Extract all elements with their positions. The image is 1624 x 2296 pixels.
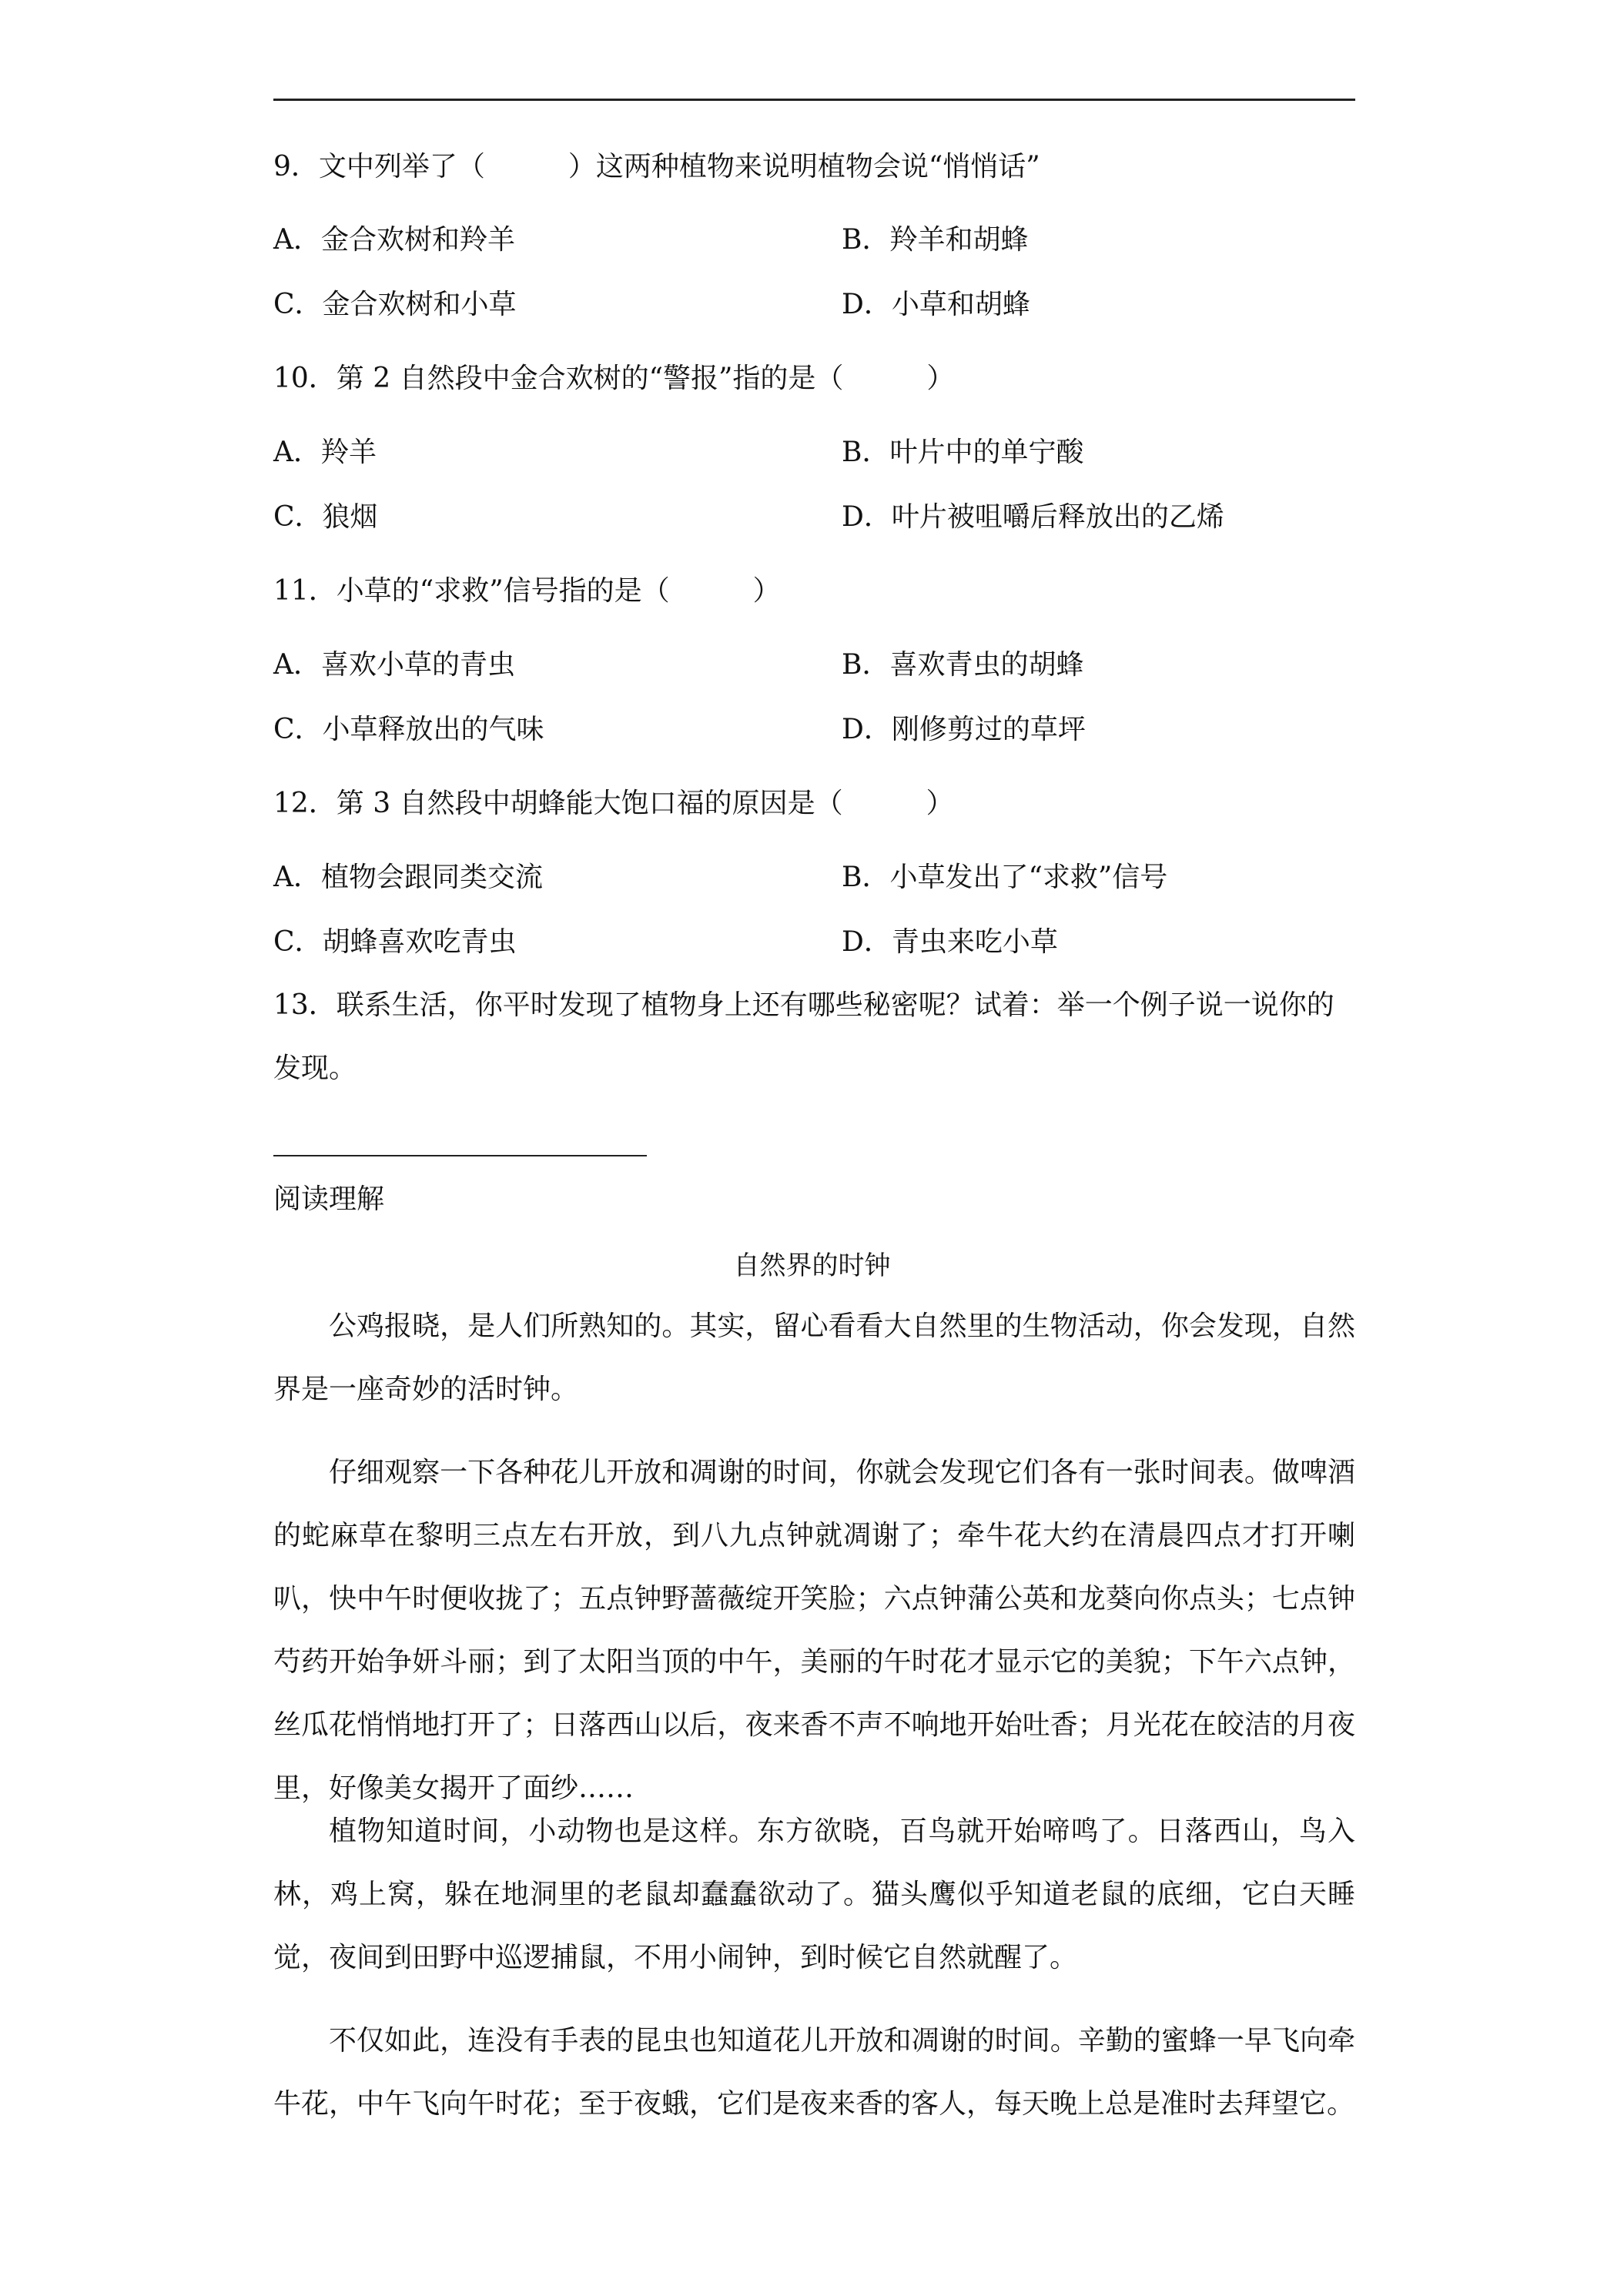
question-10-option-b[interactable]: B．叶片中的单宁酸 [842,437,1084,468]
question-10-stem: 10．第 2 自然段中金合欢树的“警报”指的是（ ） [273,363,955,394]
question-11-option-c[interactable]: C．小草释放出的气味 [273,714,544,745]
question-13-stem: 13．联系生活，你平时发现了植物身上还有哪些秘密呢？试着：举一个例子说一说你的发现。 [273,989,1334,1084]
question-12-stem: 12．第 3 自然段中胡蜂能大饱口福的原因是（ ） [273,788,954,819]
question-12-option-d[interactable]: D．青虫来吃小草 [842,926,1058,958]
article-paragraph-2: 仔细观察一下各种花儿开放和凋谢的时间，你就会发现它们各有一张时间表。做啤酒的蛇麻草在黎明三点左右开放，到八九点钟就凋谢了；牵牛花大约在清晨四点才打开喇叭，快中午时便收拢了；五点钟野蔷薇绽开笑脸；六点钟蒲公英和龙葵向你点头；七点钟芍药开始争妍斗丽；到了太阳当顶的中午，美丽的午时花才显示它的美貌；下午六点钟，丝瓜花悄悄地打开了；日落西山以后，夜来香不声不响地开始吐香；月光花在皎洁的月夜里，好像美女揭开了面纱…… [273,1457,1355,1804]
question-10-option-c[interactable]: C．狼烟 [273,501,378,533]
answer-blank-line[interactable] [273,1155,647,1156]
article-paragraph-1: 公鸡报晓，是人们所熟知的。其实，留心看看大自然里的生物活动，你会发现，自然界是一座奇妙的活时钟。 [273,1310,1355,1405]
question-10-option-d[interactable]: D．叶片被咀嚼后释放出的乙烯 [842,501,1224,533]
question-11-stem: 11．小草的“求救”信号指的是（ ） [273,575,781,607]
section-label: 阅读理解 [273,1183,385,1215]
question-11-option-d[interactable]: D．刚修剪过的草坪 [842,714,1086,745]
article-paragraph-4: 不仅如此，连没有手表的昆虫也知道花儿开放和凋谢的时间。辛勤的蜜蜂一早飞向牵牛花，中午飞向午时花；至于夜蛾，它们是夜来香的客人，每天晚上总是准时去拜望它。 [273,2025,1355,2120]
question-9-option-b[interactable]: B．羚羊和胡蜂 [842,224,1029,256]
header-rule [273,99,1355,101]
question-12-option-b[interactable]: B．小草发出了“求救”信号 [842,862,1168,893]
question-11-option-b[interactable]: B．喜欢青虫的胡蜂 [842,649,1084,681]
question-10-option-a[interactable]: A．羚羊 [273,437,377,468]
question-12-option-c[interactable]: C．胡蜂喜欢吃青虫 [273,926,517,958]
question-9-option-d[interactable]: D．小草和胡蜂 [842,289,1030,320]
question-9-stem: 9．文中列举了（ ）这两种植物来说明植物会说“悄悄话” [273,151,1040,182]
question-12-option-a[interactable]: A．植物会跟同类交流 [273,862,543,893]
question-9-option-a[interactable]: A．金合欢树和羚羊 [273,224,515,256]
article-paragraph-3: 植物知道时间，小动物也是这样。东方欲晓，百鸟就开始啼鸣了。日落西山，鸟入林，鸡上窝，躲在地洞里的老鼠却蠢蠢欲动了。猫头鹰似乎知道老鼠的底细，它白天睡觉，夜间到田野中巡逻捕鼠，不用小闹钟，到时候它自然就醒了。 [273,1816,1355,1973]
article-title: 自然界的时钟 [733,1250,891,1281]
question-11-option-a[interactable]: A．喜欢小草的青虫 [273,649,515,681]
question-9-option-c[interactable]: C．金合欢树和小草 [273,289,517,320]
